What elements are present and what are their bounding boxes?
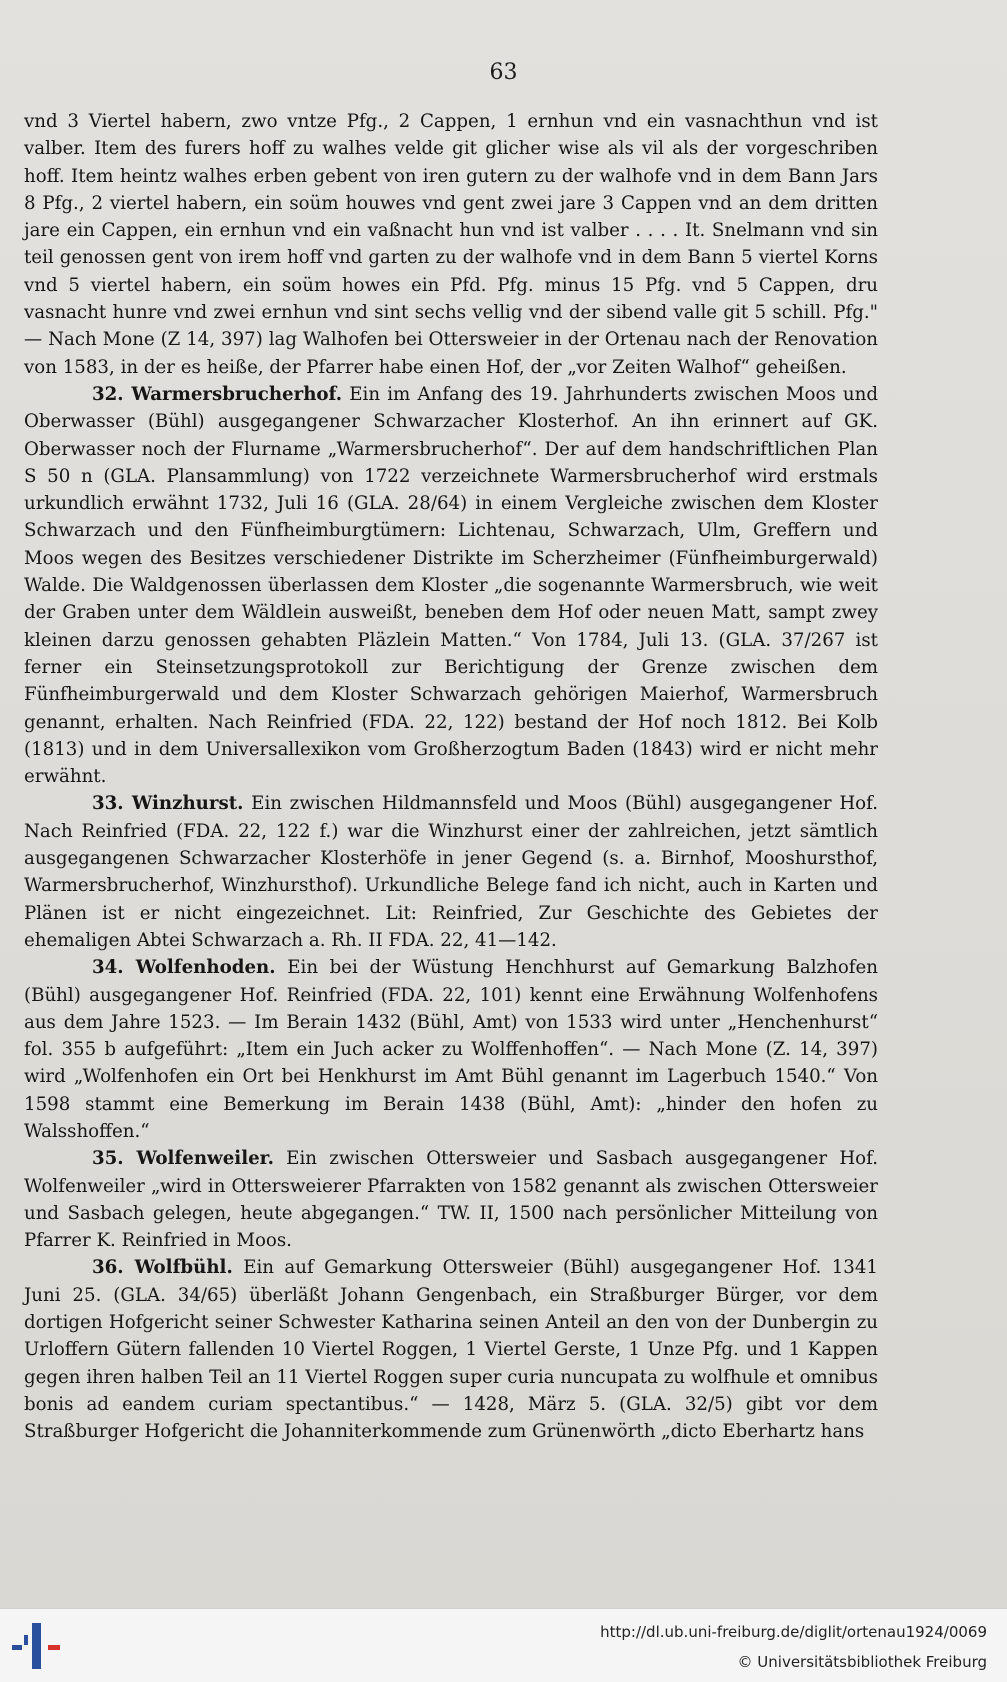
footer-bar — [0, 1608, 1007, 1682]
entry-text: Ein zwischen Hildmannsfeld und Moos (Bühl) ausgegangener Hof. Nach Reinfried (FDA. 22, 122 f.) war die Winzhurst einer der zahlreichen, jetzt sämtlich ausgegangenen Schwarzacher Klosterhöfe in jener Gegend (s. a. Birnhof, Mooshursthof, Warmersbrucherhof, Winzhursthof). Urkundliche Belege fand ich nicht, auch in Karten und Plänen ist er nicht eingezeichnet. Lit: Reinfried, Zur Geschichte des Gebietes der ehemaligen Abtei Schwarzach a. Rh. II FDA. 22, 41—142. — [24, 793, 878, 951]
logo-bar-center — [32, 1623, 41, 1669]
page-number: 63 — [489, 60, 518, 85]
entry-35-wolfenweiler — [24, 1145, 878, 1254]
entry-33-winzhurst — [24, 790, 878, 954]
entry-heading: 34. Wolfenhoden. — [92, 957, 276, 979]
entry-heading: 32. Warmersbrucherhof. — [92, 383, 343, 405]
entry-heading: 35. Wolfenweiler. — [92, 1148, 274, 1170]
entry-text: Ein im Anfang des 19. Jahrhunderts zwischen Moos und Oberwasser (Bühl) ausgegangener Schwarzacher Klosterhof. An ihn erinnert auf GK. Oberwasser noch der Flurname „Warmersbrucherhof“. Der auf dem handschriftlichen Plan S 50 n (GLA. Plansammlung) von 1722 verzeichnete Warmersbrucherhof wird erstmals urkundlich erwähnt 1732, Juli 16 (GLA. 28/64) in einem Vergleiche zwischen dem Kloster Schwarzach und den Fünfheimburgtümern: Lichtenau, Schwarzach, Ulm, Greffern und Moos wegen des Besitzes verschiedener Distrikte im Scherzheimer (Fünfheimburgerwald) Walde. Die Waldgenossen überlassen dem Kloster „die sogenannte Warmersbruch, wie weit der Graben unter dem Wäldlein ausweißt, beneben dem Hof oder neuen Matt, sampt zwey kleinen darzu genossen gehabten Pläzlein Matten.“ Von 1784, Juli 13. (GLA. 37/267 ist ferner ein Steinsetzungsprotokoll zur Berichtigung der Grenze zwischen dem Fünfheimburgerwald und dem Kloster Schwarzach gehörigen Maierhof, Warmersbruch genannt, erhalten. Nach Reinfried (FDA. 22, 122) bestand der Hof noch 1812. Bei Kolb (1813) und in dem Universallexikon vom Großherzogtum Baden (1843) wird er nicht mehr erwähnt. — [24, 383, 879, 788]
body-text — [24, 108, 878, 1446]
entry-text: Ein zwischen Ottersweier und Sasbach ausgegangener Hof. Wolfenweiler „wird in Ottersweierer Pfarrakten von 1582 genannt als zwischen Ottersweier und Sasbach gelegen, heute abgegangen.“ TW. II, 1500 nach persönlicher Mitteilung von Pfarrer K. Reinfried in Moos. — [24, 1148, 878, 1252]
entry-36-wolfbuehl — [24, 1254, 878, 1445]
logo-bar-right-red — [48, 1645, 60, 1650]
logo-bar-small — [24, 1635, 28, 1645]
entry-heading: 33. Winzhurst. — [92, 793, 244, 815]
library-logo-icon — [12, 1623, 64, 1671]
source-url-link[interactable]: http://dl.ub.uni-freiburg.de/diglit/ortenau1924/0069 — [600, 1623, 987, 1641]
entry-34-wolfenhoden — [24, 954, 878, 1145]
entry-heading: 36. Wolfbühl. — [92, 1257, 233, 1279]
logo-bar-left — [12, 1645, 22, 1650]
copyright-text: © Universitätsbibliothek Freiburg — [737, 1653, 987, 1671]
paragraph-0 — [24, 108, 878, 381]
entry-text: Ein bei der Wüstung Henchhurst auf Gemarkung Balzhofen (Bühl) ausgegangener Hof. Reinfried (FDA. 22, 101) kennt eine Erwähnung Wolfenhofens aus dem Jahre 1523. — Im Berain 1432 (Bühl, Amt) von 1533 wird unter „Henchenhurst“ fol. 355 b aufgeführt: „Item ein Juch acker zu Wolffenhoffen“. — Nach Mone (Z. 14, 397) wird „Wolfenhofen ein Ort bei Henkhurst im Amt Bühl genannt im Lagerbuch 1540.“ Von 1598 stammt eine Bemerkung im Berain 1438 (Bühl, Amt): „hinder den hofen zu Walsshoffen.“ — [24, 957, 878, 1142]
entry-32-warmersbrucherhof — [24, 381, 878, 790]
entry-text: Ein auf Gemarkung Ottersweier (Bühl) ausgegangener Hof. 1341 Juni 25. (GLA. 34/65) überläßt Johann Gengenbach, ein Straßburger Bürger, vor dem dortigen Hofgericht seiner Schwester Katharina seinen Anteil an den von der Dunbergin zu Urloffern Gütern fallenden 10 Viertel Roggen, 1 Viertel Gerste, 1 Unze Pfg. und 1 Kappen gegen ihren halben Teil an 11 Viertel Roggen super curia nuncupata zu wolfhule et omnibus bonis ad eandem curiam spectantibus.“ — 1428, März 5. (GLA. 32/5) gibt vor dem Straßburger Hofgericht die Johanniterkommende zum Grünenwörth „dicto Eberhartz hans — [24, 1257, 878, 1443]
paragraph-text: vnd 3 Viertel habern, zwo vntze Pfg., 2 Cappen, 1 ernhun vnd ein vasnachthun vnd ist valber. Item des furers hoff zu walhes velde git glicher wise als vil als der vorgeschriben hoff. Item heintz walhes erben gebent von iren gutern zu der walhofe vnd in dem Bann Jars 8 Pfg., 2 viertel habern, ein soüm houwes vnd gent zwei jare 3 Cappen vnd an dem dritten jare ein Cappen, ein ernhun vnd ein vaßnacht hun vnd ist valber . . . . It. Snelmann vnd sin teil genossen gent von irem hoff vnd garten zu der walhofe vnd in dem Bann 5 viertel Korns vnd 5 viertel habern, ein soüm howes ein Pfd. Pfg. minus 15 Pfg. vnd 5 Cappen, dru vasnacht hunre vnd zwei ernhun vnd sint sechs vellig vnd der sibend valle git 5 schill. Pfg." — Nach Mone (Z 14, 397) lag Walhofen bei Ottersweier in der Ortenau nach der Renovation von 1583, in der es heiße, der Pfarrer habe einen Hof, der „vor Zeiten Walhof“ geheißen. — [24, 111, 878, 378]
